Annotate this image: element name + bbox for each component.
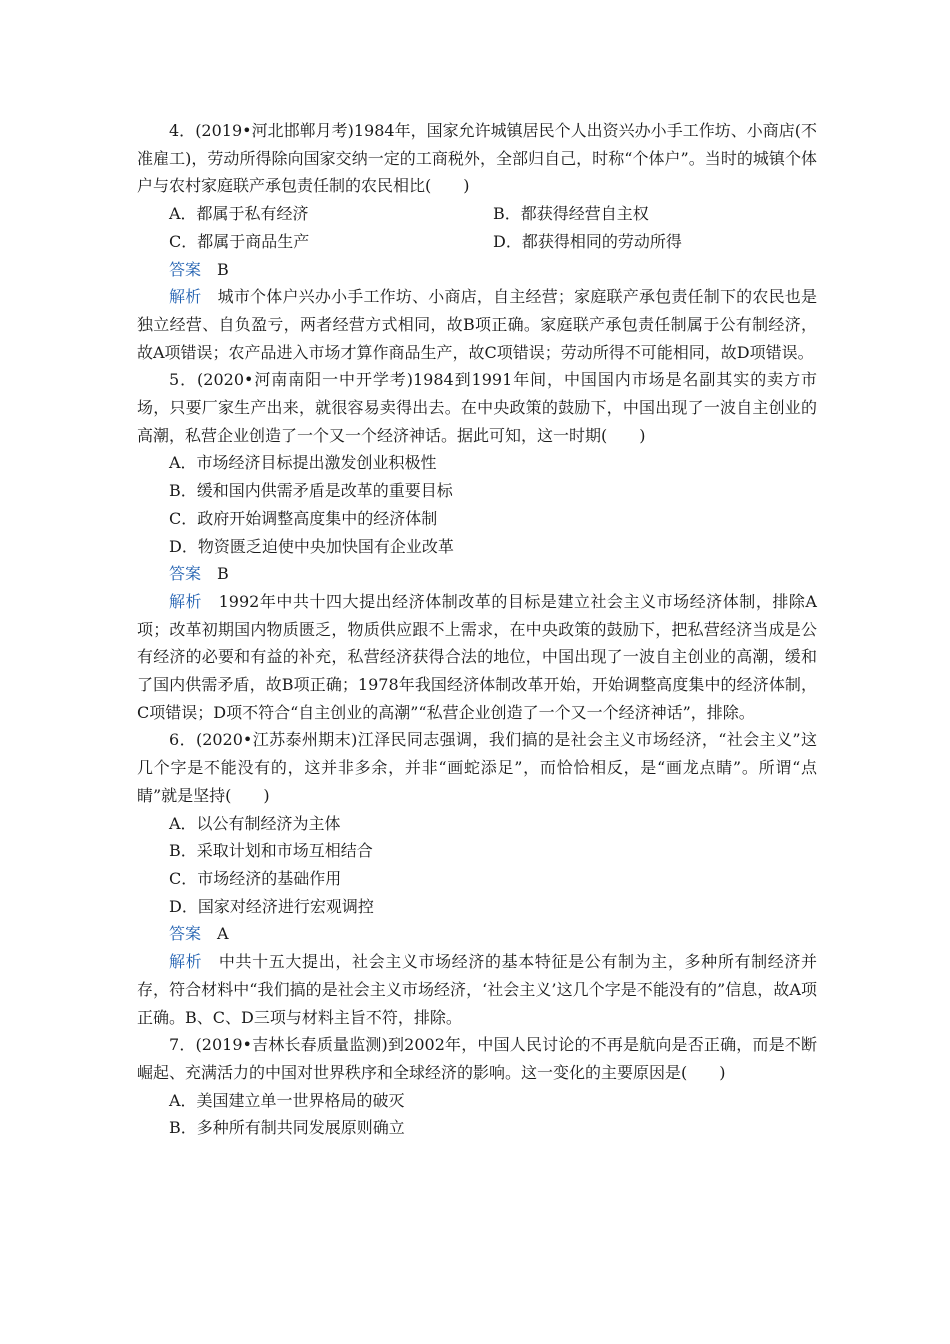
question-5-answer (137, 560, 817, 588)
analysis-label: 解析 (169, 952, 203, 972)
question-7-stem: 7．(2019•吉林长春质量监测)到2002年，中国人民讨论的不再是航向是否正确，而是不断崛起、充满活力的中国对世界秩序和全球经济的影响。这一变化的主要原因是( ) (137, 1035, 817, 1082)
question-4-option-c: C．都属于商品生产 (169, 231, 310, 251)
question-6-option-d: D．国家对经济进行宏观调控 (169, 896, 374, 916)
analysis-text: 城市个体户兴办小手工作坊、小商店，自主经营；家庭联产承包责任制下的农民也是独立经营、自负盈亏，两者经营方式相同，故B项正确。家庭联产承包责任制属于公有制经济，故A项错误；农产品进入市场才算作商品生产，故C项错误；劳动所得不可能相同，故D项错误。 (137, 287, 817, 362)
answer-value: B (217, 259, 229, 279)
answer-label: 答案 (169, 259, 202, 279)
question-5-option-a: A．市场经济目标提出激发创业积极性 (169, 453, 437, 473)
answer-value: A (217, 924, 229, 944)
question-4-analysis (137, 283, 817, 366)
question-4-stem: 4．(2019•河北邯郸月考)1984年，国家允许城镇居民个人出资兴办小手工作坊、小商店(不准雇工)，劳动所得除向国家交纳一定的工商税外，全部归自己，时称“个体户”。当时的城镇个体户与农村家庭联产承包责任制的农民相比( ) (137, 121, 817, 196)
question-5-stem: 5．(2020•河南南阳一中开学考)1984到1991年间，中国国内市场是名副其实的卖方市场，只要厂家生产出来，就很容易卖得出去。在中央政策的鼓励下，中国出现了一波自主创业的高潮，私营企业创造了一个又一个经济神话。据此可知，这一时期( ) (137, 370, 817, 445)
question-7-option-b: B．多种所有制共同发展原则确立 (169, 1118, 405, 1138)
question-6-answer (137, 920, 817, 948)
question-5-option-d: D．物资匮乏迫使中央加快国有企业改革 (169, 536, 454, 556)
question-6-stem: 6．(2020•江苏泰州期末)江泽民同志强调，我们搞的是社会主义市场经济，“社会主义”这几个字是不能没有的，这并非多余，并非“画蛇添足”，而恰恰相反，是“画龙点睛”。所谓“点睛”就是坚持( ) (137, 730, 817, 805)
question-6-option-a: A．以公有制经济为主体 (169, 813, 341, 833)
question-4-option-b: B．都获得经营自主权 (493, 204, 649, 224)
question-5-analysis (137, 588, 817, 727)
question-4-option-d: D．都获得相同的劳动所得 (493, 231, 682, 251)
analysis-text: 1992年中共十四大提出经济体制改革的目标是建立社会主义市场经济体制，排除A项；改革初期国内物质匮乏，物质供应跟不上需求，在中央政策的鼓励下，把私营经济当成是公有经济的必要和有益的补充，私营经济获得合法的地位，中国出现了一波自主创业的高潮，缓和了国内供需矛盾，故B项正确；1978年我国经济体制改革开始，开始调整高度集中的经济体制，C项错误；D项不符合“自主创业的高潮”“私营企业创造了一个又一个经济神话”，排除。 (137, 591, 817, 722)
answer-value: B (217, 564, 229, 584)
question-7-option-a: A．美国建立单一世界格局的破灭 (169, 1090, 405, 1110)
question-6-analysis (137, 948, 817, 1031)
question-4-option-a: A．都属于私有经济 (169, 204, 309, 224)
analysis-text: 中共十五大提出，社会主义市场经济的基本特征是公有制为主，多种所有制经济并存，符合材料中“我们搞的是社会主义市场经济，‘社会主义’这几个字是不能没有的”信息，故A项正确。B、C、D三项与材料主旨不符，排除。 (137, 952, 817, 1027)
document-page (137, 117, 817, 1142)
question-5-option-c: C．政府开始调整高度集中的经济体制 (169, 508, 438, 528)
question-4-options-row-2 (137, 228, 817, 256)
question-4-options-row-1 (137, 200, 817, 228)
analysis-label: 解析 (169, 591, 203, 611)
question-6-option-b: B．采取计划和市场互相结合 (169, 841, 373, 861)
question-4-answer (137, 256, 817, 284)
question-6-option-c: C．市场经济的基础作用 (169, 868, 342, 888)
answer-label: 答案 (169, 564, 202, 584)
question-5-option-b: B．缓和国内供需矛盾是改革的重要目标 (169, 481, 453, 501)
analysis-label: 解析 (169, 287, 202, 307)
answer-label: 答案 (169, 924, 202, 944)
